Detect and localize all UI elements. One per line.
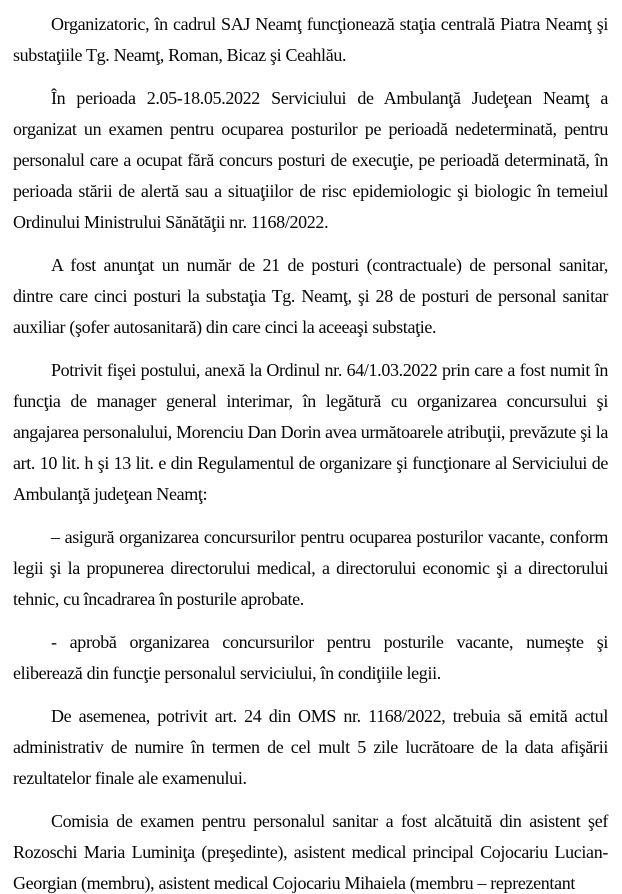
paragraph-fisa-postului: Potrivit fişei postului, anexă la Ordinul nr. 64/1.03.2022 prin care a fost numit în funcţia de manager general interimar, în legătură cu organizarea concursului şi angajarea personalului, Morenciu Dan Dorin avea următoarele atribuţii, prevăzute şi la art. 10 lit. h şi 13 lit. e din Regulamentul de organizare şi funcţionare al Serviciului de Ambulanţă judeţean Neamţ: bbox=[13, 360, 608, 504]
paragraph-atributie-asigura: – asigură organizarea concursurilor pentru ocuparea posturilor vacante, conform legii şi la propunerea directorului medical, a directorului economic şi a directorului tehnic, cu încadrarea în posturile aprobate. bbox=[13, 527, 608, 609]
paragraph-perioada-examen: În perioada 2.05-18.05.2022 Serviciului de Ambulanţă Judeţean Neamţ a organizat un examen pentru ocuparea posturilor pe perioadă nedeterminată, pentru personalul care a ocupat fără concurs posturi de execuţie, pe perioadă determinată, în perioada stării de alertă sau a situaţiilor de risc epidemiologic şi biologic în temeiul Ordinului Ministrului Sănătăţii nr. 1168/2022. bbox=[13, 88, 608, 232]
paragraph-comisia-examen: Comisia de examen pentru personalul sanitar a fost alcătuită din asistent şef Rozoschi Maria Luminiţa (preşedinte), asistent medical principal Cojocariu Lucian-Georgian (membru), asistent medical Cojocariu Mihaiela (membru – reprezentant bbox=[13, 811, 608, 893]
paragraph-atributie-aproba: - aprobă organizarea concursurilor pentru posturile vacante, numeşte şi eliberează din funcţie personalul serviciului, în condiţiile legii. bbox=[13, 632, 608, 683]
paragraph-posturi-anuntate: A fost anunţat un număr de 21 de posturi (contractuale) de personal sanitar, dintre care cinci posturi la substaţia Tg. Neamţ, şi 28 de posturi de personal sanitar auxiliar (şofer autosanitară) din care cinci la aceeaşi substaţie. bbox=[13, 255, 608, 337]
paragraph-organizatoric: Organizatoric, în cadrul SAJ Neamţ funcţionează staţia centrală Piatra Neamţ şi substaţiile Tg. Neamţ, Roman, Bicaz şi Ceahlău. bbox=[13, 14, 608, 65]
paragraph-oms-termen: De asemenea, potrivit art. 24 din OMS nr. 1168/2022, trebuia să emită actul administrativ de numire în termen de cel mult 5 zile lucrătoare de la data afişării rezultatelor finale ale examenului. bbox=[13, 706, 608, 788]
